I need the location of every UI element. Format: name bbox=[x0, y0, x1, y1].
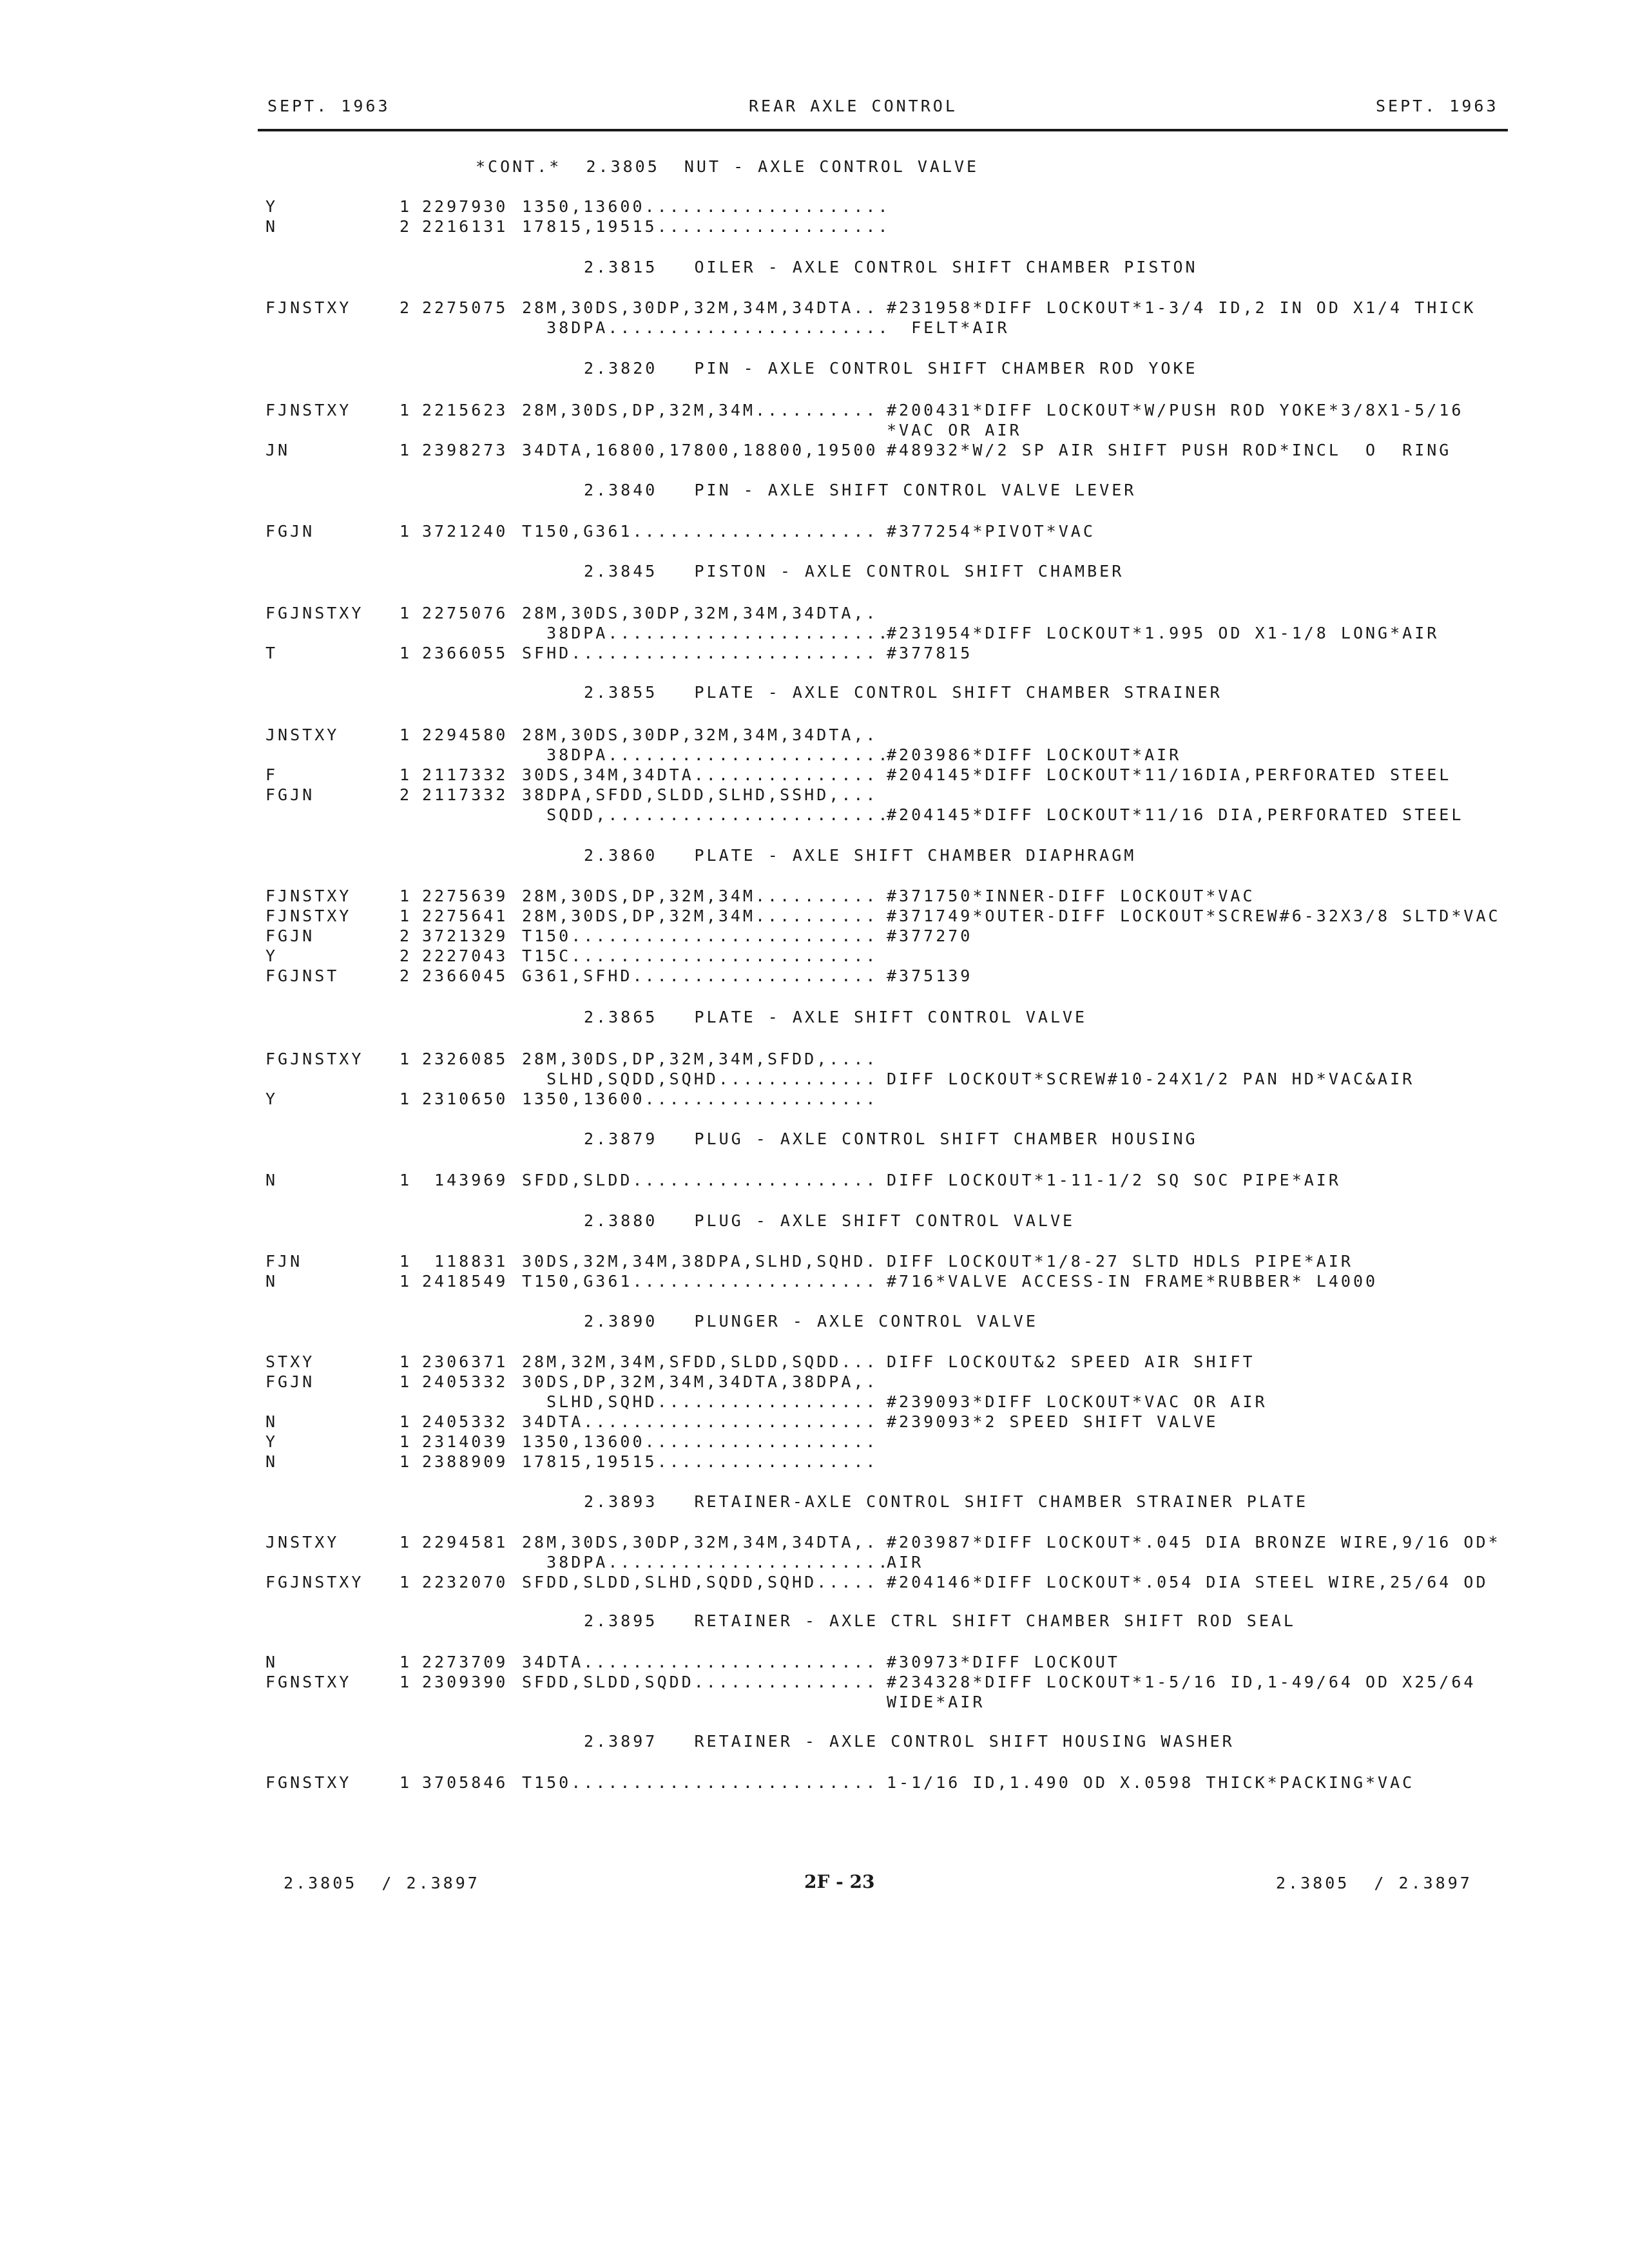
applicability-codes: Y bbox=[265, 947, 278, 965]
part-description: DIFF LOCKOUT*SCREW#10-24X1/2 PAN HD*VAC&AIR bbox=[887, 1070, 1415, 1088]
part-number: 3721329 bbox=[422, 927, 508, 945]
model-list: SLHD,SQDD,SQHD............. bbox=[522, 1070, 878, 1088]
section-title: 2.3815 OILER - AXLE CONTROL SHIFT CHAMBER PISTON bbox=[584, 258, 1198, 276]
applicability-codes: FGJNST bbox=[265, 966, 340, 985]
part-description: #377815 bbox=[887, 644, 973, 662]
part-description: AIR bbox=[887, 1553, 924, 1571]
model-list: SLHD,SQHD.................. bbox=[522, 1392, 878, 1411]
part-row bbox=[0, 726, 1629, 745]
model-list: SFDD,SLDD,SLHD,SQDD,SQHD..... bbox=[522, 1573, 878, 1591]
part-row bbox=[0, 1392, 1629, 1412]
model-list: 34DTA........................ bbox=[522, 1412, 878, 1431]
part-description: *VAC OR AIR bbox=[887, 421, 1022, 439]
part-description: #48932*W/2 SP AIR SHIFT PUSH ROD*INCL O RING bbox=[887, 441, 1452, 459]
applicability-codes: N bbox=[265, 1452, 278, 1471]
part-number: 118831 bbox=[422, 1252, 508, 1271]
model-list: 28M,30DS,30DP,32M,34M,34DTA.. bbox=[522, 298, 878, 317]
part-row bbox=[0, 298, 1629, 318]
part-row bbox=[0, 401, 1629, 420]
applicability-codes: Y bbox=[265, 1432, 278, 1451]
section-title: 2.3890 PLUNGER - AXLE CONTROL VALVE bbox=[584, 1312, 1038, 1331]
applicability-codes: N bbox=[265, 1653, 278, 1671]
part-description: #716*VALVE ACCESS-IN FRAME*RUBBER* L4000 bbox=[887, 1272, 1378, 1291]
part-row bbox=[0, 522, 1629, 541]
model-list: T150......................... bbox=[522, 1773, 878, 1792]
section-title: 2.3860 PLATE - AXLE SHIFT CHAMBER DIAPHRAGM bbox=[584, 846, 1137, 865]
model-list: 28M,30DS,30DP,32M,34M,34DTA,. bbox=[522, 604, 878, 622]
model-list: 30DS,DP,32M,34M,34DTA,38DPA,. bbox=[522, 1372, 878, 1391]
part-row bbox=[0, 907, 1629, 926]
applicability-codes: FJNSTXY bbox=[265, 907, 352, 925]
model-list: SQDD,....................... bbox=[522, 805, 891, 824]
part-description: 1-1/16 ID,1.490 OD X.0598 THICK*PACKING*VAC bbox=[887, 1773, 1415, 1792]
model-list: SFDD,SLDD,SQDD............... bbox=[522, 1673, 878, 1691]
part-description: #239093*DIFF LOCKOUT*VAC OR AIR bbox=[887, 1392, 1268, 1411]
applicability-codes: FGJN bbox=[265, 522, 315, 541]
model-list: T150,G361.................... bbox=[522, 1272, 878, 1291]
applicability-codes: Y bbox=[265, 1090, 278, 1108]
part-number: 2405332 bbox=[422, 1412, 508, 1431]
quantity: 1 bbox=[400, 907, 412, 925]
applicability-codes: FGJNSTXY bbox=[265, 1573, 364, 1591]
part-description: #231954*DIFF LOCKOUT*1.995 OD X1-1/8 LONG*AIR bbox=[887, 624, 1440, 642]
section-title: *CONT.* 2.3805 NUT - AXLE CONTROL VALVE bbox=[476, 157, 979, 176]
model-list: 28M,30DS,DP,32M,34M.......... bbox=[522, 401, 878, 419]
model-list: 28M,30DS,DP,32M,34M.......... bbox=[522, 907, 878, 925]
applicability-codes: FGJN bbox=[265, 1372, 315, 1391]
part-row bbox=[0, 217, 1629, 236]
model-list: 34DTA........................ bbox=[522, 1653, 878, 1671]
model-list: 28M,32M,34M,SFDD,SLDD,SQDD... bbox=[522, 1352, 878, 1371]
model-list: SFDD,SLDD.................... bbox=[522, 1171, 878, 1189]
part-number: 2388909 bbox=[422, 1452, 508, 1471]
section-title: 2.3865 PLATE - AXLE SHIFT CONTROL VALVE bbox=[584, 1008, 1088, 1026]
model-list: 38DPA....................... bbox=[522, 745, 891, 764]
part-row bbox=[0, 1272, 1629, 1291]
part-row bbox=[0, 1693, 1629, 1712]
part-description: #231958*DIFF LOCKOUT*1-3/4 ID,2 IN OD X1/4 THICK bbox=[887, 298, 1476, 317]
page-footer-left: 2.3805 / 2.3897 bbox=[284, 1874, 480, 1892]
model-list: 28M,30DS,DP,32M,34M,SFDD,.... bbox=[522, 1050, 878, 1068]
part-row bbox=[0, 318, 1629, 338]
section-title: 2.3893 RETAINER-AXLE CONTROL SHIFT CHAMBER STRAINER PLATE bbox=[584, 1492, 1309, 1511]
part-number: 2117332 bbox=[422, 765, 508, 784]
part-number: 2366055 bbox=[422, 644, 508, 662]
part-row bbox=[0, 1553, 1629, 1572]
quantity: 2 bbox=[400, 298, 412, 317]
part-row bbox=[0, 1252, 1629, 1271]
part-row bbox=[0, 966, 1629, 986]
applicability-codes: N bbox=[265, 1272, 278, 1291]
model-list: T150,G361.................... bbox=[522, 522, 878, 541]
applicability-codes: FGJNSTXY bbox=[265, 604, 364, 622]
part-number: 3705846 bbox=[422, 1773, 508, 1792]
part-description: #204145*DIFF LOCKOUT*11/16 DIA,PERFORATED STEEL bbox=[887, 805, 1464, 824]
section-title: 2.3897 RETAINER - AXLE CONTROL SHIFT HOUSING WASHER bbox=[584, 1732, 1235, 1751]
part-row bbox=[0, 1533, 1629, 1552]
part-description: #377254*PIVOT*VAC bbox=[887, 522, 1095, 541]
quantity: 1 bbox=[400, 1533, 412, 1552]
quantity: 1 bbox=[400, 726, 412, 744]
quantity: 1 bbox=[400, 1653, 412, 1671]
part-row bbox=[0, 1773, 1629, 1792]
part-row bbox=[0, 1452, 1629, 1472]
section-title: 2.3820 PIN - AXLE CONTROL SHIFT CHAMBER ROD YOKE bbox=[584, 359, 1198, 378]
model-list: 1350,13600................... bbox=[522, 1090, 878, 1108]
part-number: 2294581 bbox=[422, 1533, 508, 1552]
quantity: 1 bbox=[400, 401, 412, 419]
model-list: 30DS,34M,34DTA............... bbox=[522, 765, 878, 784]
part-number: 2366045 bbox=[422, 966, 508, 985]
part-description: #200431*DIFF LOCKOUT*W/PUSH ROD YOKE*3/8X1-5/16 bbox=[887, 401, 1464, 419]
part-number: 2405332 bbox=[422, 1372, 508, 1391]
model-list: 38DPA....................... bbox=[522, 624, 891, 642]
section-title: 2.3880 PLUG - AXLE SHIFT CONTROL VALVE bbox=[584, 1211, 1075, 1230]
part-row bbox=[0, 1372, 1629, 1392]
applicability-codes: FGJN bbox=[265, 927, 315, 945]
applicability-codes: JN bbox=[265, 441, 291, 459]
model-list: 1350,13600................... bbox=[522, 1432, 878, 1451]
applicability-codes: FJN bbox=[265, 1252, 303, 1271]
model-list: SFHD......................... bbox=[522, 644, 878, 662]
applicability-codes: JNSTXY bbox=[265, 1533, 340, 1552]
part-row bbox=[0, 624, 1629, 643]
part-description: FELT*AIR bbox=[887, 318, 1010, 337]
part-description: #203986*DIFF LOCKOUT*AIR bbox=[887, 745, 1182, 764]
part-description: DIFF LOCKOUT*1/8-27 SLTD HDLS PIPE*AIR bbox=[887, 1252, 1353, 1271]
applicability-codes: FGNSTXY bbox=[265, 1773, 352, 1792]
part-number: 2232070 bbox=[422, 1573, 508, 1591]
part-number: 2306371 bbox=[422, 1352, 508, 1371]
part-number: 2275639 bbox=[422, 887, 508, 905]
model-list: G361,SFHD.................... bbox=[522, 966, 878, 985]
part-row bbox=[0, 1070, 1629, 1089]
part-row bbox=[0, 197, 1629, 216]
part-description: #204145*DIFF LOCKOUT*11/16DIA,PERFORATED STEEL bbox=[887, 765, 1452, 784]
part-number: 2309390 bbox=[422, 1673, 508, 1691]
part-number: 2275076 bbox=[422, 604, 508, 622]
applicability-codes: FGNSTXY bbox=[265, 1673, 352, 1691]
section-title: 2.3840 PIN - AXLE SHIFT CONTROL VALVE LEVER bbox=[584, 481, 1137, 499]
part-row bbox=[0, 947, 1629, 966]
quantity: 1 bbox=[400, 1673, 412, 1691]
part-description: #30973*DIFF LOCKOUT bbox=[887, 1653, 1120, 1671]
model-list: 38DPA....................... bbox=[522, 318, 891, 337]
applicability-codes: FJNSTXY bbox=[265, 887, 352, 905]
part-row bbox=[0, 1352, 1629, 1372]
part-description: DIFF LOCKOUT*1-11-1/2 SQ SOC PIPE*AIR bbox=[887, 1171, 1341, 1189]
section-title: 2.3845 PISTON - AXLE CONTROL SHIFT CHAMBER bbox=[584, 562, 1124, 581]
model-list: 28M,30DS,30DP,32M,34M,34DTA,. bbox=[522, 726, 878, 744]
part-description: #371750*INNER-DIFF LOCKOUT*VAC bbox=[887, 887, 1255, 905]
part-number: 2314039 bbox=[422, 1432, 508, 1451]
part-description: #239093*2 SPEED SHIFT VALVE bbox=[887, 1412, 1219, 1431]
part-description: #234328*DIFF LOCKOUT*1-5/16 ID,1-49/64 OD X25/64 bbox=[887, 1673, 1476, 1691]
quantity: 1 bbox=[400, 1050, 412, 1068]
part-row bbox=[0, 1171, 1629, 1190]
part-row bbox=[0, 441, 1629, 460]
part-description: WIDE*AIR bbox=[887, 1693, 985, 1711]
part-number: 2215623 bbox=[422, 401, 508, 419]
quantity: 1 bbox=[400, 604, 412, 622]
quantity: 1 bbox=[400, 644, 412, 662]
part-number: 3721240 bbox=[422, 522, 508, 541]
applicability-codes: T bbox=[265, 644, 278, 662]
model-list: T150......................... bbox=[522, 927, 878, 945]
applicability-codes: FJNSTXY bbox=[265, 298, 352, 317]
part-number: 2294580 bbox=[422, 726, 508, 744]
quantity: 1 bbox=[400, 1372, 412, 1391]
applicability-codes: N bbox=[265, 1412, 278, 1431]
quantity: 1 bbox=[400, 1352, 412, 1371]
part-description: #203987*DIFF LOCKOUT*.045 DIA BRONZE WIRE,9/16 OD* bbox=[887, 1533, 1501, 1552]
section-title: 2.3895 RETAINER - AXLE CTRL SHIFT CHAMBER SHIFT ROD SEAL bbox=[584, 1611, 1296, 1630]
part-row bbox=[0, 1432, 1629, 1452]
part-number: 2216131 bbox=[422, 217, 508, 236]
page-header-right: SEPT. 1963 bbox=[1376, 97, 1499, 115]
part-row bbox=[0, 604, 1629, 623]
part-number: 2310650 bbox=[422, 1090, 508, 1108]
applicability-codes: STXY bbox=[265, 1352, 315, 1371]
quantity: 1 bbox=[400, 765, 412, 784]
part-row bbox=[0, 805, 1629, 825]
part-row bbox=[0, 1673, 1629, 1692]
applicability-codes: FGJNSTXY bbox=[265, 1050, 364, 1068]
part-description: #371749*OUTER-DIFF LOCKOUT*SCREW#6-32X3/8 SLTD*VAC bbox=[887, 907, 1501, 925]
quantity: 2 bbox=[400, 927, 412, 945]
quantity: 1 bbox=[400, 441, 412, 459]
part-row bbox=[0, 1573, 1629, 1592]
part-number: 2117332 bbox=[422, 785, 508, 804]
part-row bbox=[0, 1050, 1629, 1069]
model-list: 28M,30DS,DP,32M,34M.......... bbox=[522, 887, 878, 905]
part-number: 2297930 bbox=[422, 197, 508, 216]
part-number: 2418549 bbox=[422, 1272, 508, 1291]
quantity: 1 bbox=[400, 197, 412, 216]
page-number: 2F - 23 bbox=[804, 1871, 875, 1892]
quantity: 1 bbox=[400, 1272, 412, 1291]
part-row bbox=[0, 1412, 1629, 1432]
quantity: 2 bbox=[400, 966, 412, 985]
model-list: 17815,19515.................. bbox=[522, 1452, 878, 1471]
part-row bbox=[0, 785, 1629, 805]
quantity: 1 bbox=[400, 1773, 412, 1792]
part-description: #377270 bbox=[887, 927, 973, 945]
part-row bbox=[0, 421, 1629, 440]
model-list: 38DPA,SFDD,SLDD,SLHD,SSHD,... bbox=[522, 785, 878, 804]
quantity: 1 bbox=[400, 1432, 412, 1451]
part-number: 2398273 bbox=[422, 441, 508, 459]
applicability-codes: Y bbox=[265, 197, 278, 216]
quantity: 1 bbox=[400, 1171, 412, 1189]
quantity: 2 bbox=[400, 947, 412, 965]
part-row bbox=[0, 1090, 1629, 1109]
part-number: 2275641 bbox=[422, 907, 508, 925]
part-description: #204146*DIFF LOCKOUT*.054 DIA STEEL WIRE,25/64 OD bbox=[887, 1573, 1489, 1591]
part-number: 2273709 bbox=[422, 1653, 508, 1671]
model-list: 38DPA....................... bbox=[522, 1553, 891, 1571]
part-number: 143969 bbox=[422, 1171, 508, 1189]
part-number: 2275075 bbox=[422, 298, 508, 317]
quantity: 1 bbox=[400, 1252, 412, 1271]
model-list: 17815,19515................... bbox=[522, 217, 891, 236]
part-number: 2326085 bbox=[422, 1050, 508, 1068]
applicability-codes: N bbox=[265, 217, 278, 236]
part-row bbox=[0, 927, 1629, 946]
quantity: 1 bbox=[400, 1452, 412, 1471]
applicability-codes: FJNSTXY bbox=[265, 401, 352, 419]
model-list: 34DTA,16800,17800,18800,19500 bbox=[522, 441, 878, 459]
quantity: 2 bbox=[400, 217, 412, 236]
quantity: 1 bbox=[400, 1412, 412, 1431]
model-list: 1350,13600.................... bbox=[522, 197, 891, 216]
part-row bbox=[0, 765, 1629, 785]
applicability-codes: F bbox=[265, 765, 278, 784]
part-row bbox=[0, 745, 1629, 765]
quantity: 2 bbox=[400, 785, 412, 804]
part-row bbox=[0, 644, 1629, 663]
section-title: 2.3855 PLATE - AXLE CONTROL SHIFT CHAMBER STRAINER bbox=[584, 683, 1222, 702]
applicability-codes: FGJN bbox=[265, 785, 315, 804]
part-number: 2227043 bbox=[422, 947, 508, 965]
model-list: 28M,30DS,30DP,32M,34M,34DTA,. bbox=[522, 1533, 878, 1552]
part-row bbox=[0, 887, 1629, 906]
page-header-title: REAR AXLE CONTROL bbox=[749, 97, 958, 115]
part-description: DIFF LOCKOUT&2 SPEED AIR SHIFT bbox=[887, 1352, 1255, 1371]
page-footer-right: 2.3805 / 2.3897 bbox=[1276, 1874, 1472, 1892]
part-description: #375139 bbox=[887, 966, 973, 985]
quantity: 1 bbox=[400, 887, 412, 905]
page-header-left: SEPT. 1963 bbox=[267, 97, 390, 115]
quantity: 1 bbox=[400, 1090, 412, 1108]
section-title: 2.3879 PLUG - AXLE CONTROL SHIFT CHAMBER HOUSING bbox=[584, 1129, 1198, 1148]
applicability-codes: JNSTXY bbox=[265, 726, 340, 744]
part-row bbox=[0, 1653, 1629, 1672]
applicability-codes: N bbox=[265, 1171, 278, 1189]
model-list: T15C......................... bbox=[522, 947, 878, 965]
quantity: 1 bbox=[400, 1573, 412, 1591]
model-list: 30DS,32M,34M,38DPA,SLHD,SQHD. bbox=[522, 1252, 878, 1271]
quantity: 1 bbox=[400, 522, 412, 541]
